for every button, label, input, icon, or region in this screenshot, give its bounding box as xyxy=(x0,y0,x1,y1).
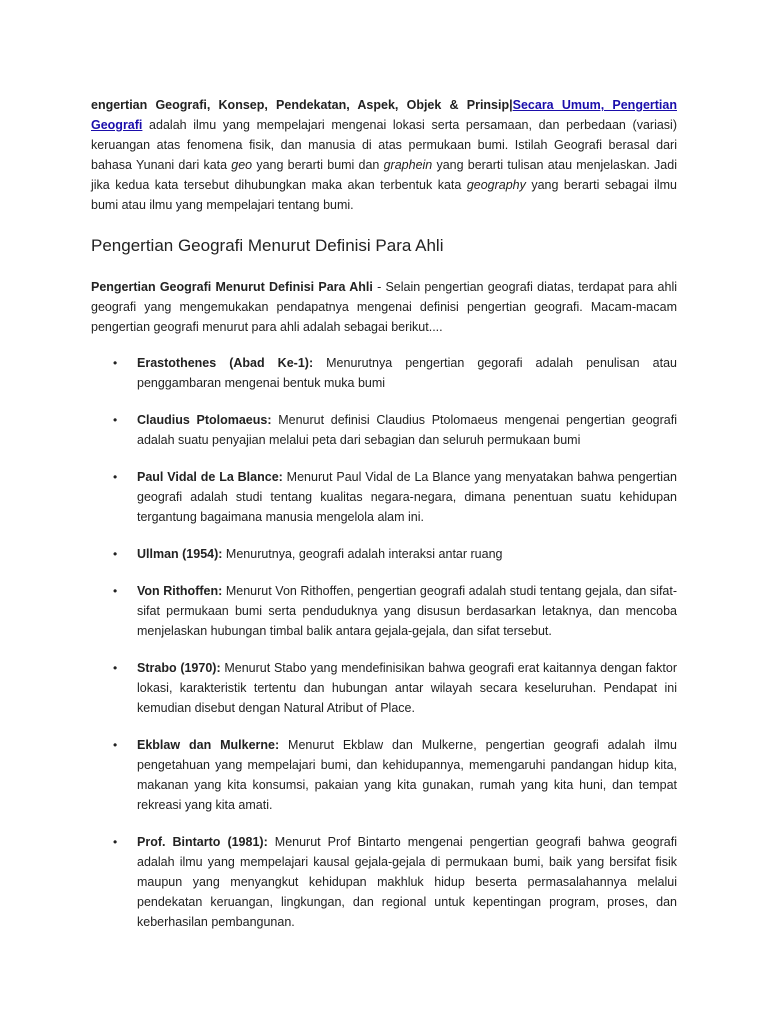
list-item xyxy=(91,410,677,450)
intro-bold-title: engertian Geografi, Konsep, Pendekatan, Aspek, Objek & Prinsip xyxy=(91,98,510,112)
intro-text-1: adalah ilmu yang mempelajari mengenai lokasi serta persamaan, dan perbedaan (variasi) keruangan atas fenomena fisik, dan manusia di atas permukaan bumi. Istilah Geografi berasal dari bahasa Yunani dari kata xyxy=(91,118,677,172)
bullet-icon: • xyxy=(113,356,118,370)
expert-name: Ullman (1954): xyxy=(137,547,223,561)
intro-italic-geography: geography xyxy=(466,178,526,192)
list-item xyxy=(91,544,677,564)
list-item xyxy=(91,353,677,393)
bullet-icon: • xyxy=(113,835,118,849)
intro-separator: | xyxy=(509,98,513,112)
intro-italic-graphein: graphein xyxy=(383,158,433,172)
expert-name: Ekblaw dan Mulkerne: xyxy=(137,738,280,752)
intro-paragraph xyxy=(91,95,677,215)
expert-text: Menurutnya pengertian gegorafi adalah penulisan atau penggambaran mengenai bentuk muka bumi xyxy=(137,356,677,390)
bullet-icon: • xyxy=(113,547,118,561)
bullet-icon: • xyxy=(113,413,118,427)
list-item xyxy=(91,581,677,641)
intro-text-2: yang berarti bumi dan xyxy=(252,158,384,172)
bullet-icon: • xyxy=(113,470,118,484)
expert-name: Claudius Ptolomaeus: xyxy=(137,413,272,427)
pengertian-geografi-link[interactable]: Secara Umum, Pengertian Geografi xyxy=(91,98,677,132)
expert-name: Paul Vidal de La Blance: xyxy=(137,470,283,484)
section-heading: Pengertian Geografi Menurut Definisi Para Ahli xyxy=(91,236,444,255)
list-item xyxy=(91,467,677,527)
intro-italic-geo: geo xyxy=(231,158,253,172)
expert-text: Menurut Paul Vidal de La Blance yang menyatakan bahwa pengertian geografi adalah studi tentang kualitas negara-negara, dimana penentuan suatu kehidupan tergantung bagaimana manusia mengelola alam ini. xyxy=(137,470,677,524)
list-item xyxy=(91,735,677,815)
subintro-text: - Selain pengertian geografi diatas, terdapat para ahli geografi yang mengemukakan pendapatnya mengenai definisi pengertian geografi. Macam-macam pengertian geografi menurut para ahli adalah sebagai berikut.... xyxy=(91,280,677,334)
bullet-icon: • xyxy=(113,584,118,598)
expert-text: Menurutnya, geografi adalah interaksi antar ruang xyxy=(222,547,503,561)
bullet-icon: • xyxy=(113,661,118,675)
list-item xyxy=(91,832,677,932)
experts-list xyxy=(91,353,677,932)
expert-text: Menurut Ekblaw dan Mulkerne, pengertian geografi adalah ilmu pengetahuan yang mempelajari bumi, dan kehidupannya, memengaruhi pandangan hidup kita, makanan yang kita konsumsi, pakaian yang kita gunakan, rumah yang kita huni, dan tempat rekreasi yang kita amati. xyxy=(137,738,677,812)
expert-text: Menurut Stabo yang mendefinisikan bahwa geografi erat kaitannya dengan faktor lokasi, karakteristik tertentu dan hubungan antar wilayah secara keseluruhan. Pendapat ini kemudian disebut dengan Natural Atribut of Place. xyxy=(137,661,677,715)
expert-name: Von Rithoffen: xyxy=(137,584,223,598)
subintro-paragraph xyxy=(91,277,677,337)
intro-text-4: yang berarti sebagai ilmu bumi atau ilmu yang mempelajari tentang bumi. xyxy=(91,178,677,212)
expert-name: Erastothenes (Abad Ke-1): xyxy=(137,356,314,370)
expert-text: Menurut definisi Claudius Ptolomaeus mengenai pengertian geografi adalah suatu penyajian melalui peta dari sebagian dan seluruh permukaan bumi xyxy=(137,413,677,447)
bullet-icon: • xyxy=(113,738,118,752)
subintro-bold: Pengertian Geografi Menurut Definisi Para Ahli xyxy=(91,280,373,294)
expert-name: Strabo (1970): xyxy=(137,661,221,675)
expert-name: Prof. Bintarto (1981): xyxy=(137,835,268,849)
expert-text: Menurut Von Rithoffen, pengertian geografi adalah studi tentang gejala, dan sifat-sifat permukaan bumi serta penduduknya yang disusun berdasarkan letaknya, dan mencoba menjelaskan hubungan timbal balik antara gejala-gejala, dan sifat tersebut. xyxy=(137,584,677,638)
list-item xyxy=(91,658,677,718)
expert-text: Menurut Prof Bintarto mengenai pengertian geografi bahwa geografi adalah ilmu yang mempelajari kausal gejala-gejala di permukaan bumi, baik yang bersifat fisik maupun yang menyangkut kehidupan makhluk hidup beserta permasalahannya melalui pendekatan keruangan, lingkungan, dan regional untuk kepentingan program, proses, dan keberhasilan pembangunan. xyxy=(137,835,677,929)
intro-text-3: yang berarti tulisan atau menjelaskan. Jadi jika kedua kata tersebut dihubungkan maka akan terbentuk kata xyxy=(91,158,677,192)
